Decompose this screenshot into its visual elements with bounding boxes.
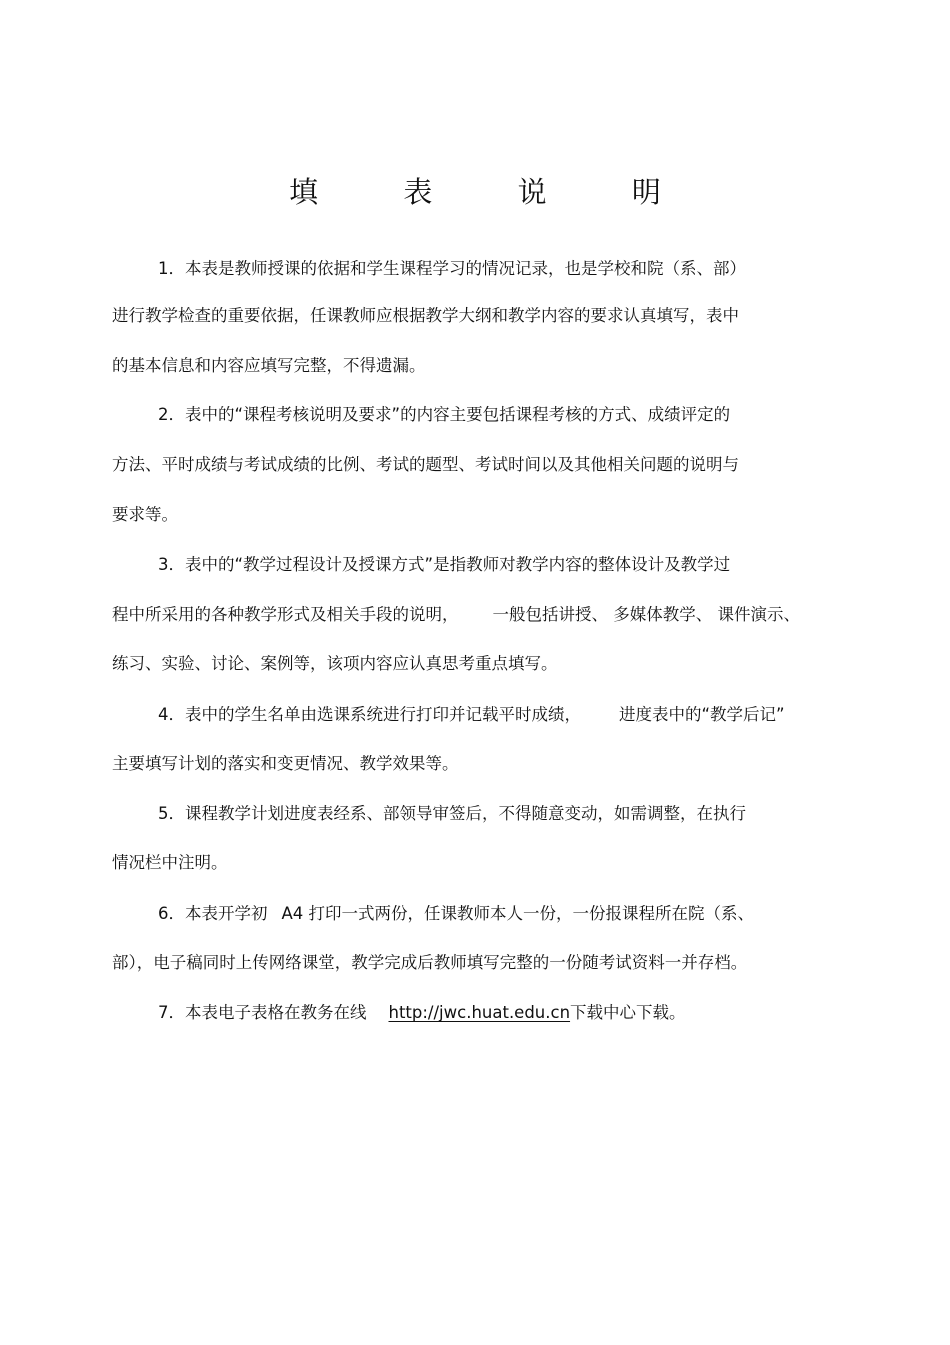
item-3-line-1: 3．表中的“教学过程设计及授课方式”是指教师对教学内容的整体设计及教学过: [158, 555, 731, 574]
item-4-line-1-part-1: 4．表中的学生名单由选课系统进行打印并记载平时成绩，: [158, 705, 581, 724]
item-4-line-1: [158, 703, 785, 727]
item-6-line-2: 部），电子稿同时上传网络课堂，教学完成后教师填写完整的一份随考试资料一并存档。: [112, 953, 748, 972]
document-title: 填 表 说 明: [289, 175, 699, 209]
item-2-line-1: 2．表中的“课程考核说明及要求”的内容主要包括课程考核的方式、成绩评定的: [158, 405, 731, 424]
item-1-line-3: 的基本信息和内容应填写完整，不得遗漏。: [112, 356, 426, 375]
item-7-line-1-part-3: 下载中心下载。: [570, 1003, 686, 1022]
item-2-line-3: 要求等。: [112, 505, 178, 524]
item-6-line-1-part-1: 6．本表开学初: [158, 904, 268, 923]
item-1-line-1: 1．本表是教师授课的依据和学生课程学习的情况记录，也是学校和院（系、部）: [158, 259, 746, 278]
item-2-line-2: 方法、平时成绩与考试成绩的比例、考试的题型、考试时间以及其他相关问题的说明与: [112, 455, 739, 474]
item-3-line-2-part-1: 程中所采用的各种教学形式及相关手段的说明，: [112, 605, 459, 624]
item-7-line-1-part-1: 7．本表电子表格在教务在线: [158, 1003, 367, 1022]
item-1-line-2: 进行教学检查的重要依据，任课教师应根据教学大纲和教学内容的要求认真填写，表中: [112, 306, 739, 325]
item-3-line-2: [112, 603, 800, 627]
item-7-line-1: [158, 1001, 686, 1025]
item-3-line-2-part-2: 一般包括讲授、 多媒体教学、 课件演示、: [492, 605, 800, 624]
item-3-line-3: 练习、实验、讨论、案例等，该项内容应认真思考重点填写。: [112, 654, 558, 673]
item-5-line-1: 5．课程教学计划进度表经系、部领导审签后，不得随意变动，如需调整，在执行: [158, 804, 746, 823]
item-4-line-1-part-2: 进度表中的“教学后记”: [619, 705, 785, 724]
item-6-line-1-part-2: A4 打印一式两份，任课教师本人一份，一份报课程所在院（系、: [281, 904, 755, 923]
item-6-line-1: [158, 902, 754, 926]
download-link[interactable]: http://jwc.huat.edu.cn: [388, 1003, 571, 1022]
item-4-line-2: 主要填写计划的落实和变更情况、教学效果等。: [112, 754, 459, 773]
item-5-line-2: 情况栏中注明。: [112, 853, 228, 872]
